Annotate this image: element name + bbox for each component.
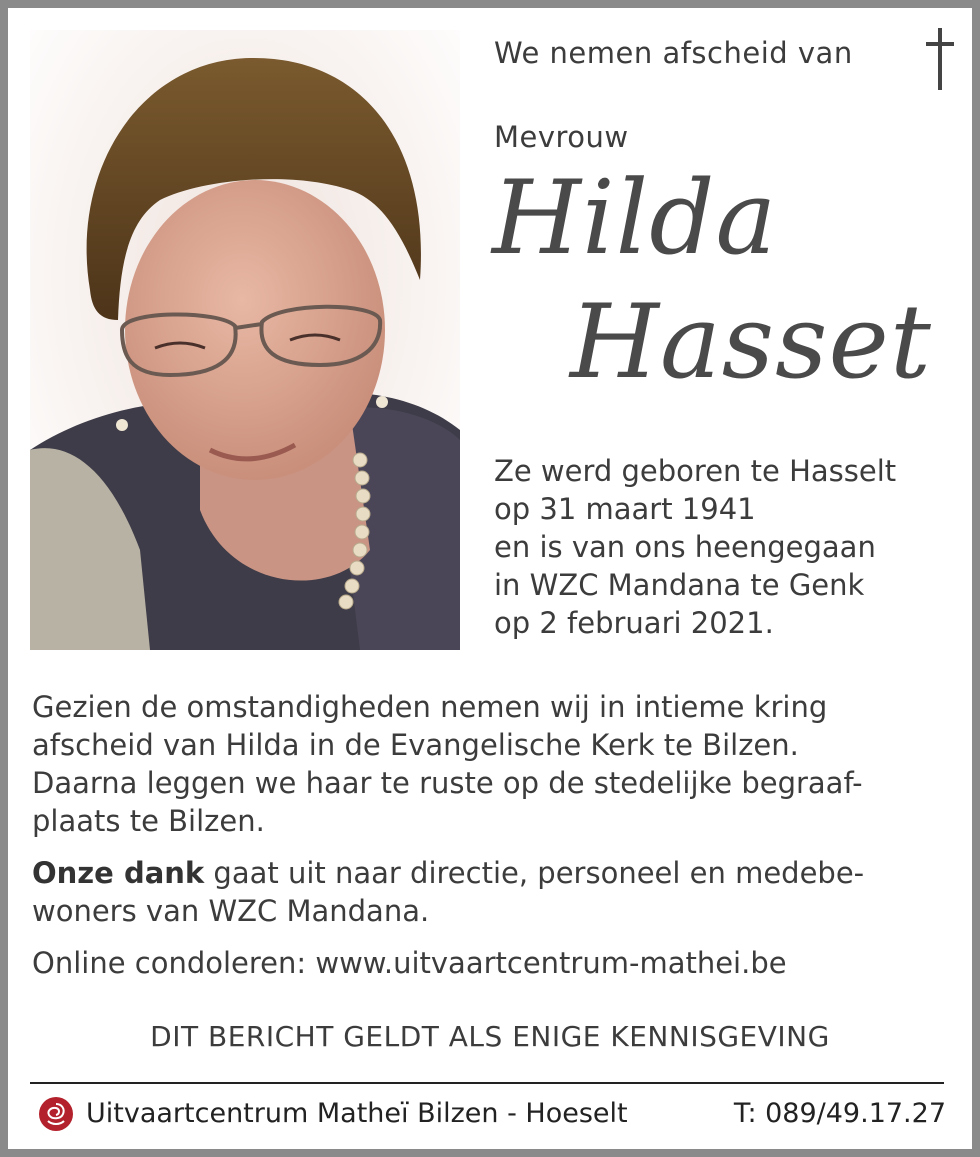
- thanks-paragraph: [32, 854, 962, 930]
- paragraph-line: Daarna leggen we haar te ruste op de stedelijke begraaf-: [32, 766, 863, 800]
- paragraph-line: Gezien de omstandigheden nemen wij in intieme kring: [32, 690, 828, 724]
- portrait-photo: [30, 30, 460, 650]
- life-line: en is van ons heengegaan: [494, 530, 876, 564]
- divider: [30, 1082, 944, 1084]
- ceremony-paragraph: [32, 688, 962, 840]
- funeral-home-phone: T: 089/49.17.27: [733, 1098, 946, 1129]
- paragraph-line: plaats te Bilzen.: [32, 804, 265, 838]
- thanks-rest: gaat uit naar directie, personeel en medebe-: [204, 856, 865, 890]
- first-name: Hilda: [492, 159, 778, 278]
- notice-statement: DIT BERICHT GELDT ALS ENIGE KENNISGEVING: [150, 1020, 830, 1053]
- funeral-home-name: Uitvaartcentrum Matheï Bilzen - Hoeselt: [86, 1098, 628, 1129]
- life-line: op 31 maart 1941: [494, 492, 756, 526]
- salutation: Mevrouw: [494, 120, 629, 154]
- rose-logo-icon: [38, 1096, 74, 1132]
- thanks-bold: Onze dank: [32, 856, 205, 890]
- cross-icon: [920, 26, 960, 92]
- life-line: Ze werd geboren te Hasselt: [494, 454, 897, 488]
- paragraph-line: woners van WZC Mandana.: [32, 894, 430, 928]
- life-details: [494, 452, 896, 642]
- life-line: in WZC Mandana te Genk: [494, 568, 865, 602]
- intro-text: We nemen afscheid van: [494, 36, 853, 70]
- announcement-body: [32, 688, 962, 982]
- last-name: Hasset: [570, 283, 932, 402]
- life-line: op 2 februari 2021.: [494, 606, 774, 640]
- condolence-line: Online condoleren: www.uitvaartcentrum-mathei.be: [32, 946, 787, 980]
- paragraph-line: afscheid van Hilda in de Evangelische Kerk te Bilzen.: [32, 728, 799, 762]
- paragraph-line: [32, 854, 962, 892]
